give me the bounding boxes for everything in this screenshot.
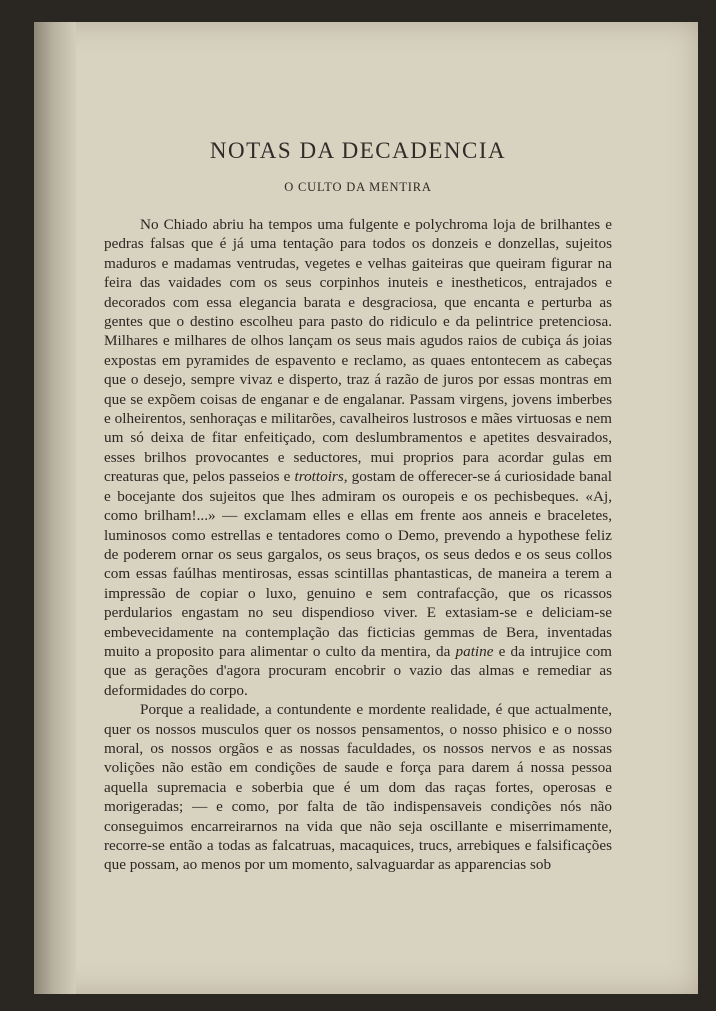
paragraph [104,700,612,875]
body-text [104,215,612,875]
page-title: NOTAS DA DECADENCIA [209,138,507,163]
section-subtitle: O CULTO DA MENTIRA [284,180,432,194]
paragraph-text: Porque a realidade, a contundente e mordente realidade, é que actualmente, quer os nossos musculos quer os nossos pensamentos, o nosso phisico e o nosso moral, os nossos orgãos e as nossas faculdades, os nossos nervos e as nossas volições não estão em condições de saude e força para darem á nossa pessoa aquella supremacia e soberbia que é um dom das raças fortes, operosas e morigeradas; — e como, por falta de tão indispensaveis condições nós não conseguimos encarreirarnos na vida que não seja oscillante e miserrimamente, recorre-se então a todas as falcatruas, macaquices, trucs, arrebiques e falsificações que possam, ao menos por um momento, salvaguardar as apparencias sob [104,701,612,874]
italic-term: trottoirs [294,468,344,486]
paragraph-text: No Chiado abriu ha tempos uma fulgente e polychroma loja de brilhantes e pedras falsas que é já uma tentação para todos os donzeis e donzellas, sujeitos maduros e madamas ventrudas, vegetes e velhas gaiteiras que queiram figurar na feira das vaidades com os seus corpinhos inuteis e inestheticos, entrajados e decorados com essa elegancia barata e desgraciosa, que encanta e perturba as gentes que o destino escolheu para pasto do ridiculo e da pelintrice pretenciosa. Milhares e milhares de olhos lançam os seus mais agudos raios de cubiça ás joias expostas em pyramides de espavento e reclamo, as quaes entontecem as cabeças que o desejo, sempre vivaz e disperto, traz á razão de juros por essas montras em que se expõem coisas de enganar e de engalanar. Passam virgens, jovens imberbes e olheirentos, senhoraças e militarões, cavalheiros lustrosos e mães virtuosas e nem um só deixa de fitar enfeitiçado, com deslumbramentos e apetites desvairados, esses brilhos provocantes e seductores, mui proprios para acordar gulas em creaturas que, pelos passeios e [104,216,612,486]
paragraph-text: e da intrujice com que as gerações d'agora procuram encobrir o vazio das almas e remediar as deformidades do corpo. [104,642,612,699]
book-page [34,22,698,994]
paragraph-text: , gostam de offerecer-se á curiosidade banal e bocejante dos sujeitos que lhes admiram os ouropeis e os pechisbeques. «Aj, como brilham!...» — exclamam elles e ellas em frente aos anneis e braceletes, luminosos como estrellas e tentadores como o Demo, prevendo a hypothese feliz de poderem ornar os seus gargalos, os seus braços, os seus dedos e os seus collos com essas faúlhas mentirosas, essas scintillas phantasticas, de maneira a terem a impressão de copiar o luxo, genuino e sem contrafacção, que os ricassos perdularios engastam no seu dispendioso viver. E extasiam-se e deliciam-se embevecidamente na contemplação das ficticias gemmas de Bera, inventadas muito a proposito para alimentar o culto da mentira, da [104,468,612,660]
page-gutter [34,22,76,994]
italic-term: patine [455,642,494,660]
paragraph [104,215,612,700]
page-content [104,138,612,875]
